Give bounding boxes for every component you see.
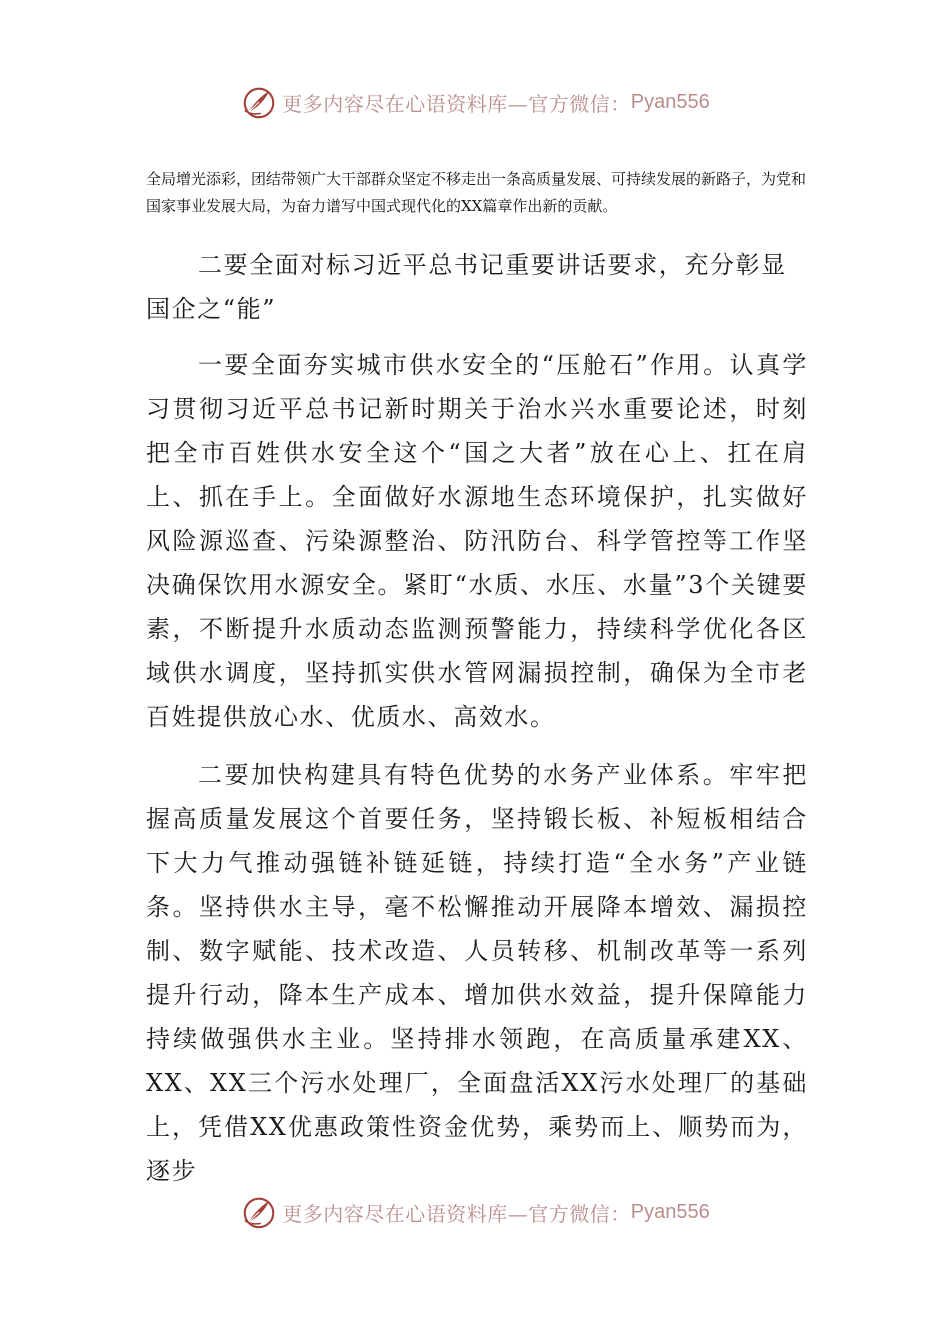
header-banner — [0, 80, 950, 124]
body-paragraph-2: 二要加快构建具有特色优势的水务产业体系。牢牢把握高质量发展这个首要任务，坚持锻长板、补短板相结合下大力气推动强链补链延链，持续打造“全水务”产业链条。坚持供水主导，毫不松懈推动开展降本增效、漏损控制、数字赋能、技术改造、人员转移、机制改革等一系列提升行动，降本生产成本、增加供水效益，提升保障能力持续做强供水主业。坚持排水领跑，在高质量承建XX、XX、XX三个污水处理厂，全面盘活XX污水处理厂的基础上，凭借XX优惠政策性资金优势，乘势而上、顺势而为，逐步 — [146, 761, 808, 1185]
banner-wechat-id: Pyan556 — [630, 1200, 710, 1223]
pen-quill-logo-icon — [240, 83, 278, 121]
section-heading: 二要全面对标习近平总书记重要讲话要求，充分彰显国企之“能” — [146, 251, 787, 323]
banner-text: 更多内容尽在心语资料库—官方微信： — [282, 91, 631, 116]
footer-banner — [0, 1190, 950, 1234]
body-paragraph-1: 一要全面夯实城市供水安全的“压舱石”作用。认真学习贯彻习近平总书记新时期关于治水兴水重要论述，时刻把全市百姓供水安全这个“国之大者”放在心上、扛在肩上、抓在手上。全面做好水源地生态环境保护，扎实做好风险源巡查、污染源整治、防汛防台、科学管控等工作坚决确保饮用水源安全。紧盯“水质、水压、水量”3个关键要素，不断提升水质动态监测预警能力，持续科学优化各区域供水调度，坚持抓实供水管网漏损控制，确保为全市老百姓提供放心水、优质水、高效水。 — [146, 351, 808, 731]
banner-text: 更多内容尽在心语资料库—官方微信： — [282, 1201, 631, 1226]
intro-paragraph: 全局增光添彩，团结带领广大干部群众坚定不移走出一条高质量发展、可持续发展的新路子，为党和国家事业发展大局，为奋力谱写中国式现代化的XX篇章作出新的贡献。 — [146, 170, 807, 215]
pen-quill-logo-icon — [240, 1193, 278, 1231]
banner-wechat-id: Pyan556 — [630, 90, 710, 113]
